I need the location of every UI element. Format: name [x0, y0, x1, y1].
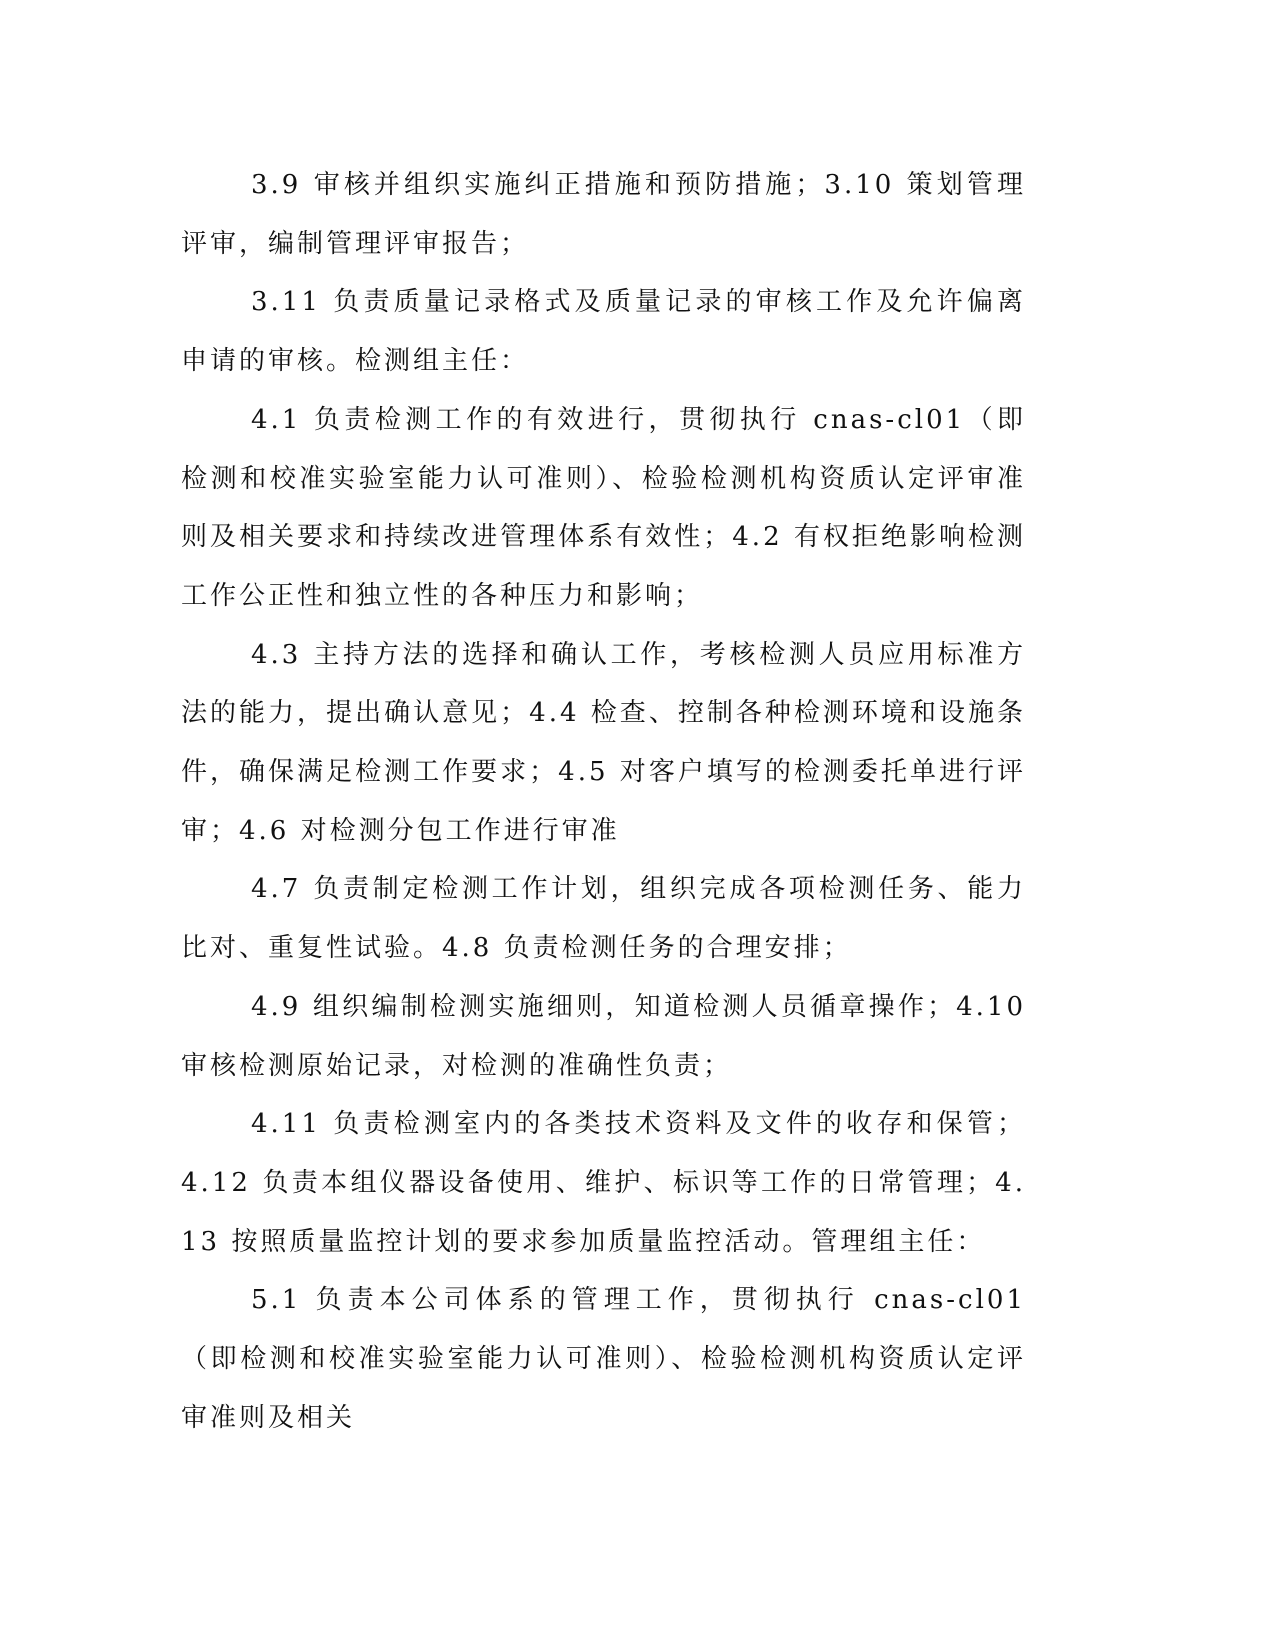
paragraph-4-3: 4.3 主持方法的选择和确认工作，考核检测人员应用标准方法的能力，提出确认意见；4.4 检查、控制各种检测环境和设施条件，确保满足检测工作要求；4.5 对客户填写的检测委托单进行评审；4.6 对检测分包工作进行审准 [181, 639, 1026, 846]
document-body [181, 156, 1026, 1447]
paragraph-5-1: 5.1 负责本公司体系的管理工作，贯彻执行 cnas-cl01（即检测和校准实验室能力认可准则）、检验检测机构资质认定评审准则及相关 [181, 1285, 1026, 1433]
paragraph-4-7: 4.7 负责制定检测工作计划，组织完成各项检测任务、能力比对、重复性试验。4.8 负责检测任务的合理安排； [181, 874, 1026, 964]
paragraph-4-9: 4.9 组织编制检测实施细则，知道检测人员循章操作；4.10 审核检测原始记录，对检测的准确性负责； [181, 991, 1026, 1081]
paragraph-4-11: 4.11 负责检测室内的各类技术资料及文件的收存和保管；4.12 负责本组仪器设备使用、维护、标识等工作的日常管理；4.13 按照质量监控计划的要求参加质量监控活动。管理组主任： [181, 1109, 1026, 1257]
paragraph-4-1: 4.1 负责检测工作的有效进行，贯彻执行 cnas-cl01（即检测和校准实验室能力认可准则）、检验检测机构资质认定评审准则及相关要求和持续改进管理体系有效性；4.2 有权拒绝影响检测工作公正性和独立性的各种压力和影响； [181, 404, 1026, 611]
paragraph-3-11: 3.11 负责质量记录格式及质量记录的审核工作及允许偏离申请的审核。检测组主任： [181, 287, 1026, 377]
paragraph-3-9: 3.9 审核并组织实施纠正措施和预防措施；3.10 策划管理评审，编制管理评审报告； [181, 170, 1026, 259]
